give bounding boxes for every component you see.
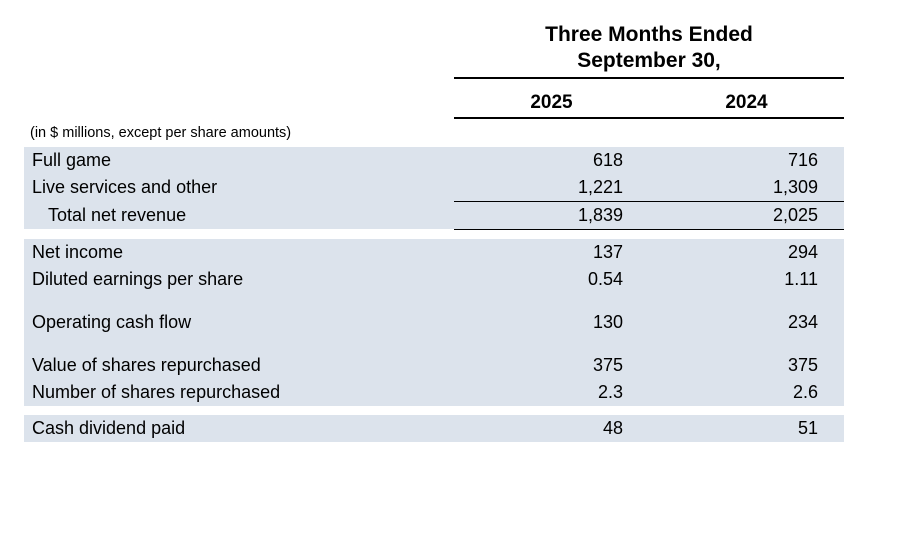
header-spacer-cell [24, 78, 454, 92]
row-value-total-net-revenue-2024: 2,025 [649, 201, 844, 229]
row-label-number-shares-repurchased: Number of shares repurchased [24, 379, 454, 406]
row-value-diluted-eps-2024: 1.11 [649, 266, 844, 293]
spacer-cell-label [24, 229, 454, 239]
row-value-cash-dividend-paid-2024: 51 [649, 415, 844, 442]
row-value-value-shares-repurchased-2024: 375 [649, 352, 844, 379]
table-row [24, 309, 844, 336]
spacer-cell-label-2 [24, 406, 454, 415]
row-label-diluted-eps: Diluted earnings per share [24, 266, 454, 293]
row-value-full-game-2024: 716 [649, 147, 844, 174]
period-heading [454, 0, 844, 77]
spacer-cell-2024 [649, 229, 844, 239]
units-note: (in $ millions, except per share amounts) [30, 124, 292, 141]
row-value-number-shares-repurchased-2025: 2.3 [454, 379, 649, 406]
header-spacer-cell-2025 [454, 78, 649, 92]
table-header-period [24, 0, 844, 77]
table-row [24, 352, 844, 379]
shaded-spacer-2024-2 [649, 336, 844, 352]
row-label-full-game: Full game [24, 147, 454, 174]
row-value-diluted-eps-2025: 0.54 [454, 266, 649, 293]
shaded-spacer-row [24, 293, 844, 309]
row-value-cash-dividend-paid-2025: 48 [454, 415, 649, 442]
period-heading-line2: September 30, [577, 49, 721, 73]
row-value-live-services-2025: 1,221 [454, 174, 649, 202]
row-value-total-net-revenue-2025: 1,839 [454, 201, 649, 229]
table-row-total [24, 201, 844, 229]
row-label-total-net-revenue: Total net revenue [24, 201, 454, 229]
row-label-value-shares-repurchased: Value of shares repurchased [24, 352, 454, 379]
shaded-spacer-label-2 [24, 336, 454, 352]
row-label-operating-cash-flow: Operating cash flow [24, 309, 454, 336]
table-row [24, 239, 844, 266]
table-row [24, 415, 844, 442]
row-value-net-income-2025: 137 [454, 239, 649, 266]
year-header-2025: 2025 [530, 91, 573, 113]
table-row [24, 174, 844, 202]
shaded-spacer-2025 [454, 293, 649, 309]
shaded-spacer-2024 [649, 293, 844, 309]
units-note-row [24, 118, 844, 147]
spacer-cell-2025 [454, 229, 649, 239]
year-header-row [24, 92, 844, 117]
units-note-pad-2024 [649, 118, 844, 147]
period-heading-line1: Three Months Ended [545, 23, 753, 46]
row-value-net-income-2024: 294 [649, 239, 844, 266]
row-label-net-income: Net income [24, 239, 454, 266]
shaded-spacer-2025-2 [454, 336, 649, 352]
year-header-2024: 2024 [725, 91, 768, 113]
row-value-number-shares-repurchased-2024: 2.6 [649, 379, 844, 406]
spacer-row [24, 229, 844, 239]
results-table [24, 0, 844, 442]
units-note-pad-2025 [454, 118, 649, 147]
row-value-live-services-2024: 1,309 [649, 174, 844, 202]
header-empty-cell [24, 0, 454, 77]
year-header-empty [24, 92, 454, 117]
row-value-value-shares-repurchased-2025: 375 [454, 352, 649, 379]
spacer-row [24, 406, 844, 415]
row-value-full-game-2025: 618 [454, 147, 649, 174]
spacer-cell-2025-b [454, 406, 649, 415]
shaded-spacer-label [24, 293, 454, 309]
header-spacer-cell-2024 [649, 78, 844, 92]
table-row [24, 379, 844, 406]
header-spacer-row [24, 78, 844, 92]
row-label-live-services: Live services and other [24, 174, 454, 202]
row-value-operating-cash-flow-2024: 234 [649, 309, 844, 336]
shaded-spacer-row [24, 336, 844, 352]
table-row [24, 266, 844, 293]
spacer-cell-2024-b [649, 406, 844, 415]
table-row [24, 147, 844, 174]
row-value-operating-cash-flow-2025: 130 [454, 309, 649, 336]
row-label-cash-dividend-paid: Cash dividend paid [24, 415, 454, 442]
